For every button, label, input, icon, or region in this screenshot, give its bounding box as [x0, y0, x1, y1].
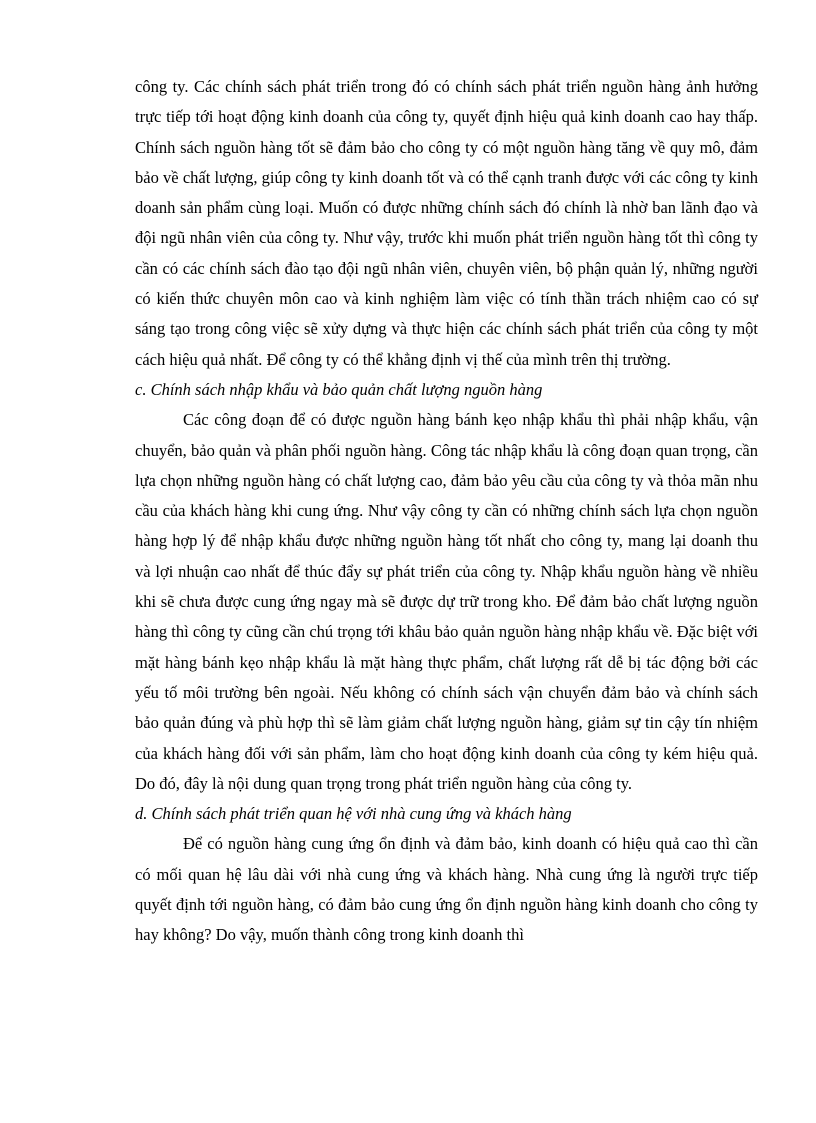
- page-body: [135, 72, 758, 951]
- section-heading-c: c. Chính sách nhập khẩu và bảo quản chất lượng nguồn hàng: [135, 379, 543, 399]
- section-heading-d: d. Chính sách phát triển quan hệ với nhà cung ứng và khách hàng: [135, 804, 572, 824]
- body-paragraph: Các công đoạn để có được nguồn hàng bánh kẹo nhập khẩu thì phải nhập khẩu, vận chuyển, bảo quản và phân phối nguồn hàng. Công tác nhập khẩu là công đoạn quan trọng, cần lựa chọn những nguồn hàng có chất lượng cao, đảm bảo yêu cầu của công ty và thỏa mãn nhu cầu của khách hàng khi cung ứng. Như vậy công ty cần có những chính sách lựa chọn nguồn hàng hợp lý để nhập khẩu được những nguồn hàng tốt nhất cho công ty, mang lại doanh thu và lợi nhuận cao nhất để thúc đẩy sự phát triển của công ty. Nhập khẩu nguồn hàng về nhiều khi sẽ chưa được cung ứng ngay mà sẽ được dự trữ trong kho. Để đảm bảo chất lượng nguồn hàng thì công ty cũng cần chú trọng tới khâu bảo quản nguồn hàng nhập khẩu về. Đặc biệt với mặt hàng bánh kẹo nhập khẩu là mặt hàng thực phẩm, chất lượng rất dễ bị tác động bởi các yếu tố môi trường bên ngoài. Nếu không có chính sách vận chuyển đảm bảo và chính sách bảo quản đúng và phù hợp thì sẽ làm giảm chất lượng nguồn hàng, giảm sự tin cậy tín nhiệm của khách hàng đối với sản phẩm, làm cho hoạt động kinh doanh của công ty kém hiệu quả. Do đó, đây là nội dung quan trọng trong phát triển nguồn hàng của công ty.: [135, 410, 758, 793]
- body-paragraph: công ty. Các chính sách phát triển trong đó có chính sách phát triển nguồn hàng ảnh hưởng trực tiếp tới hoạt động kinh doanh của công ty, quyết định hiệu quả kinh doanh cao hay thấp. Chính sách nguồn hàng tốt sẽ đảm bảo cho công ty có một nguồn hàng tăng về quy mô, đảm bảo về chất lượng, giúp công ty kinh doanh tốt và có thể cạnh tranh được với các công ty kinh doanh sản phẩm cùng loại. Muốn có được những chính sách đó chính là nhờ ban lãnh đạo và đội ngũ nhân viên của công ty. Như vậy, trước khi muốn phát triển nguồn hàng tốt thì công ty cần có các chính sách đào tạo đội ngũ nhân viên, chuyên viên, bộ phận quản lý, những người có kiến thức chuyên môn cao và kinh nghiệm làm việc có tính thần trách nhiệm cao có sự sáng tạo trong công việc sẽ xửy dựng và thực hiện các chính sách phát triển của công ty một cách hiệu quả nhất. Để công ty có thể khẳng định vị thế của mình trên thị trường.: [135, 77, 758, 369]
- body-paragraph: Để có nguồn hàng cung ứng ổn định và đảm bảo, kinh doanh có hiệu quả cao thì cần có mối quan hệ lâu dài với nhà cung ứng và khách hàng. Nhà cung ứng là người trực tiếp quyết định tới nguồn hàng, có đảm bảo cung ứng ổn định nguồn hàng kinh doanh cho công ty hay không? Do vậy, muốn thành công trong kinh doanh thì: [135, 834, 758, 945]
